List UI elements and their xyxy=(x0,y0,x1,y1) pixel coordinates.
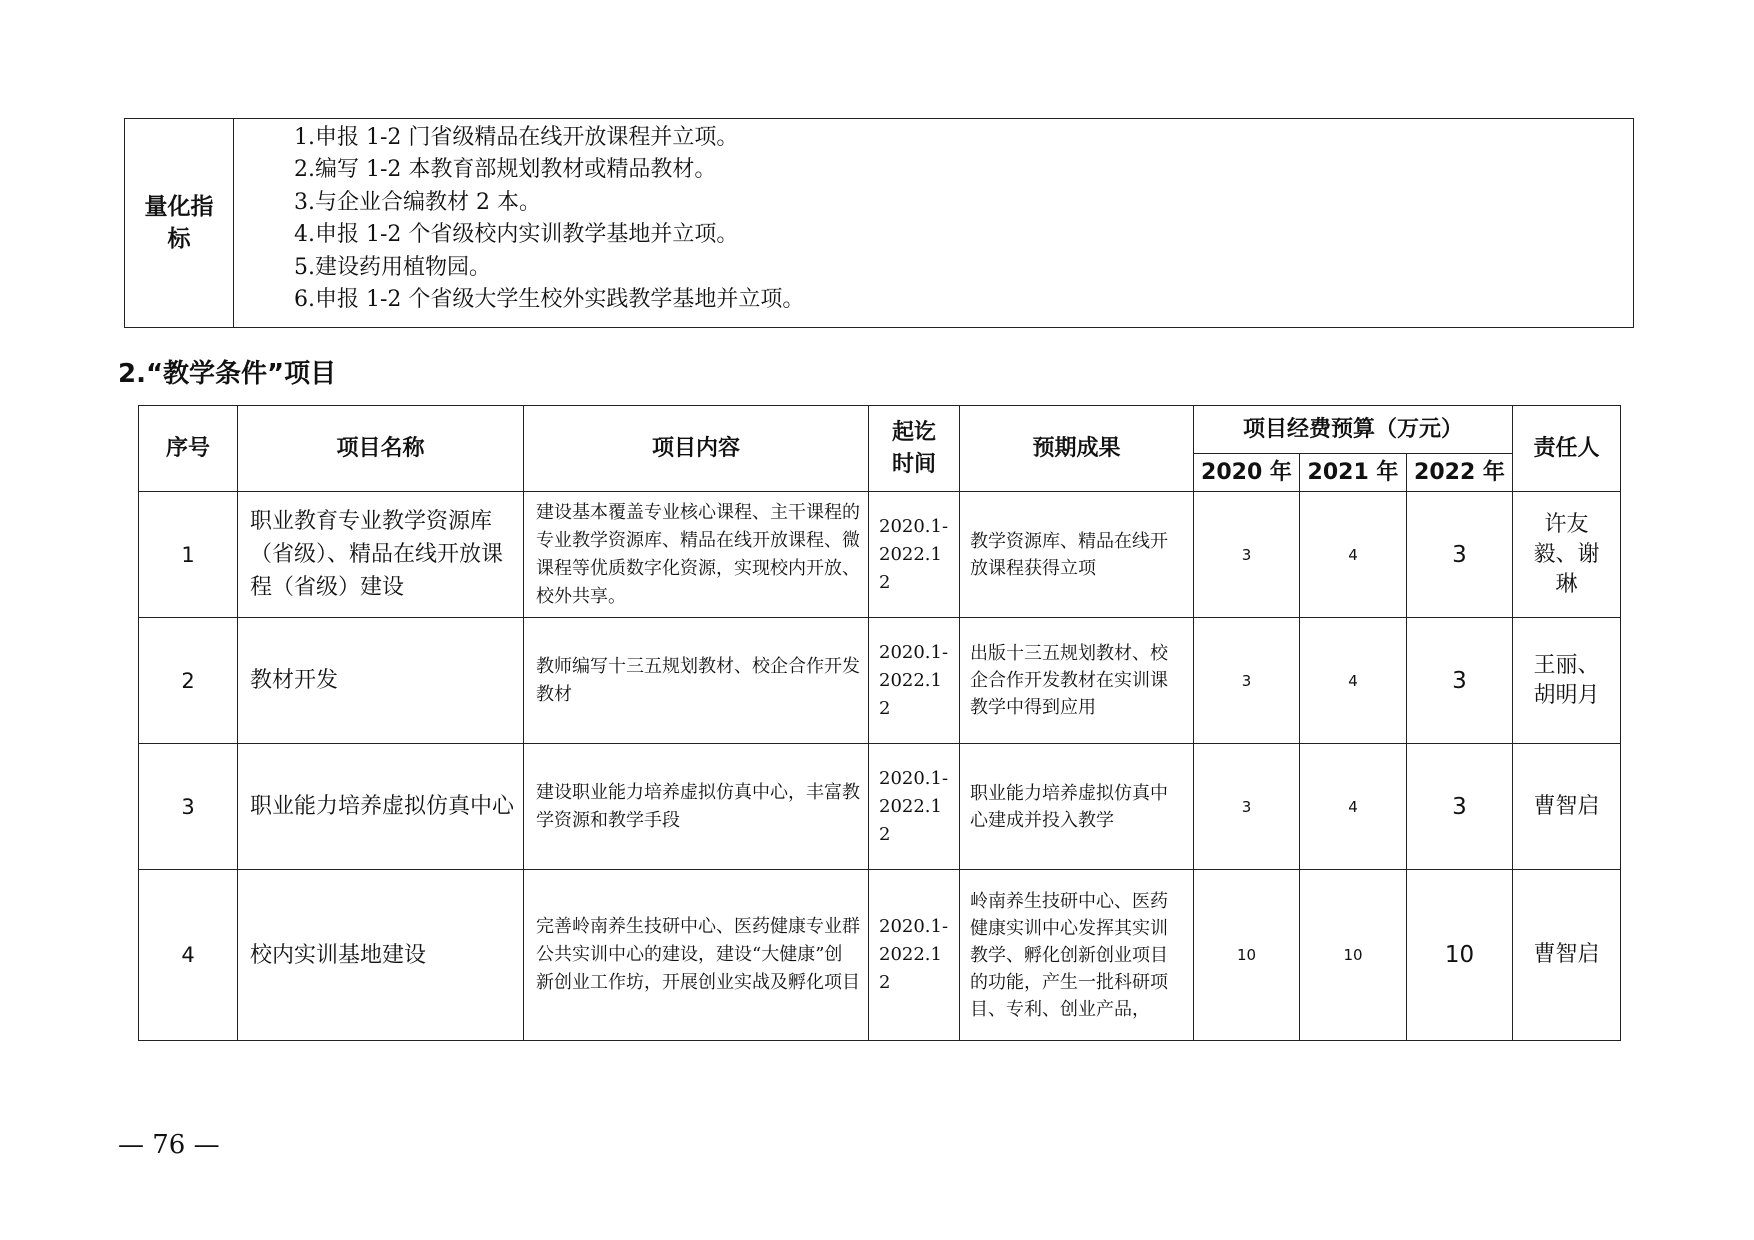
row-no: 2 xyxy=(139,618,238,744)
row-person xyxy=(1513,492,1621,618)
header-budget: 项目经费预算（万元） xyxy=(1194,406,1513,454)
header-result: 预期成果 xyxy=(960,406,1194,492)
header-no: 序号 xyxy=(139,406,238,492)
table-row xyxy=(139,618,1621,744)
indicator-item: 4.申报 1-2 个省级校内实训教学基地并立项。 xyxy=(294,222,739,248)
row-budget-2022: 3 xyxy=(1407,618,1513,744)
indicator-item: 5.建设药用植物园。 xyxy=(294,254,491,280)
row-content: 教师编写十三五规划教材、校企合作开发教材 xyxy=(524,618,869,744)
row-budget-2021: 4 xyxy=(1300,492,1407,618)
row-content: 完善岭南养生技研中心、医药健康专业群公共实训中心的建设，建设“大健康”创新创业工作坊，开展创业实战及孵化项目 xyxy=(524,870,869,1041)
row-name: 职业能力培养虚拟仿真中心 xyxy=(238,744,524,870)
row-budget-2021: 4 xyxy=(1300,618,1407,744)
indicator-label-text: 量化指标 xyxy=(144,194,214,252)
indicator-item: 1.申报 1-2 门省级精品在线开放课程并立项。 xyxy=(294,125,739,150)
row-person-text: 曹智启 xyxy=(1533,942,1600,967)
row-budget-2022: 10 xyxy=(1407,870,1513,1041)
table-row xyxy=(139,744,1621,870)
row-budget-2020: 10 xyxy=(1194,870,1300,1041)
row-budget-2022: 3 xyxy=(1407,492,1513,618)
header-name: 项目名称 xyxy=(238,406,524,492)
row-period: 2020.1-2022.12 xyxy=(869,744,960,870)
page-number: — 76 — xyxy=(118,1130,220,1160)
row-no: 1 xyxy=(139,492,238,618)
row-content: 建设职业能力培养虚拟仿真中心，丰富教学资源和教学手段 xyxy=(524,744,869,870)
table-row xyxy=(139,870,1621,1041)
header-year-2020: 2020 年 xyxy=(1194,454,1300,492)
row-budget-2020: 3 xyxy=(1194,744,1300,870)
row-period: 2020.1-2022.12 xyxy=(869,618,960,744)
indicator-item: 6.申报 1-2 个省级大学生校外实践教学基地并立项。 xyxy=(294,287,805,313)
row-period: 2020.1-2022.12 xyxy=(869,870,960,1041)
row-person-text: 许友毅、谢琳 xyxy=(1533,511,1600,597)
row-person xyxy=(1513,744,1621,870)
row-result: 教学资源库、精品在线开放课程获得立项 xyxy=(960,492,1194,618)
header-person: 责任人 xyxy=(1513,406,1621,492)
row-person xyxy=(1513,618,1621,744)
indicator-table xyxy=(124,118,1634,328)
row-person-text: 曹智启 xyxy=(1533,793,1600,819)
row-no: 3 xyxy=(139,744,238,870)
row-name: 职业教育专业教学资源库（省级）、精品在线开放课程（省级）建设 xyxy=(238,492,524,618)
row-budget-2020: 3 xyxy=(1194,618,1300,744)
row-person-text: 王丽、胡明月 xyxy=(1533,652,1600,708)
header-period xyxy=(869,406,960,492)
row-person xyxy=(1513,870,1621,1041)
row-budget-2021: 10 xyxy=(1300,870,1407,1041)
indicator-item: 2.编写 1-2 本教育部规划教材或精品教材。 xyxy=(294,157,717,183)
header-year-2021: 2021 年 xyxy=(1300,454,1407,492)
row-budget-2020: 3 xyxy=(1194,492,1300,618)
row-period: 2020.1-2022.12 xyxy=(869,492,960,618)
row-result: 职业能力培养虚拟仿真中心建成并投入教学 xyxy=(960,744,1194,870)
row-result: 出版十三五规划教材、校企合作开发教材在实训课教学中得到应用 xyxy=(960,618,1194,744)
row-result: 岭南养生技研中心、医药健康实训中心发挥其实训教学、孵化创新创业项目的功能，产生一批科研项目、专利、创业产品， xyxy=(960,870,1194,1041)
row-name: 教材开发 xyxy=(238,618,524,744)
indicator-label xyxy=(125,119,234,328)
header-content: 项目内容 xyxy=(524,406,869,492)
table-row xyxy=(139,492,1621,618)
row-budget-2022: 3 xyxy=(1407,744,1513,870)
project-table xyxy=(138,405,1621,1041)
row-no: 4 xyxy=(139,870,238,1041)
indicator-item: 3.与企业合编教材 2 本。 xyxy=(294,189,541,215)
row-content: 建设基本覆盖专业核心课程、主干课程的专业教学资源库、精品在线开放课程、微课程等优质数字化资源，实现校内开放、校外共享。 xyxy=(524,492,869,618)
header-period-text: 起讫时间 xyxy=(891,419,936,477)
row-budget-2021: 4 xyxy=(1300,744,1407,870)
section-title: 2.“教学条件”项目 xyxy=(118,359,337,389)
header-year-2022: 2022 年 xyxy=(1407,454,1513,492)
indicator-items xyxy=(234,119,1634,328)
row-name: 校内实训基地建设 xyxy=(238,870,524,1041)
